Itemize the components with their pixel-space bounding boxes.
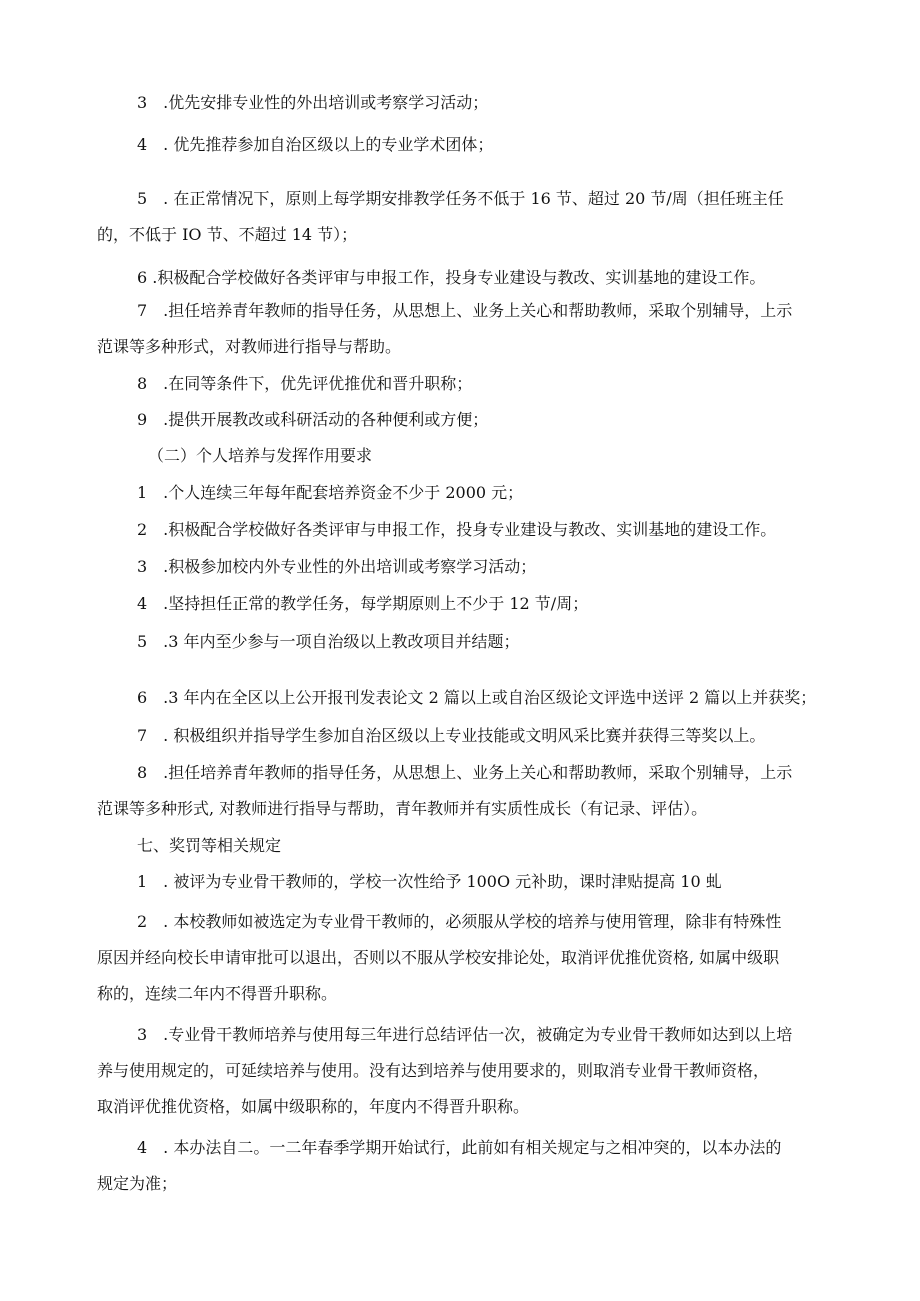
req-6-papers: 6 .3 年内在全区以上公开报刊发表论文 2 篇以上或自治区级论文评选中送评 2 篇以上并获奖；: [137, 688, 817, 707]
item-7-mentoring-cont: 范课等多种形式，对教师进行指导与帮助。: [97, 337, 402, 356]
item-8-promotion: 8 .在同等条件下，优先评优推优和晋升职称；: [137, 374, 473, 393]
rule-3-evaluation-cont-1: 养与使用规定的，可延续培养与使用。没有达到培养与使用要求的，则取消专业骨干教师资格，: [97, 1061, 770, 1080]
rule-3-evaluation: 3 .专业骨干教师培养与使用每三年进行总结评估一次，被确定为专业骨干教师如达到以上培: [137, 1025, 793, 1044]
rule-2-obligation: 2 . 本校教师如被选定为专业骨干教师的，必须服从学校的培养与使用管理，除非有特殊性: [137, 912, 782, 931]
rule-1-subsidy: 1 . 被评为专业骨干教师的，学校一次性给予 100O 元补助，课时津贴提高 10 虬: [137, 872, 722, 891]
req-4-teaching-load: 4 .坚持担任正常的教学任务，每学期原则上不少于 12 节/周；: [137, 594, 589, 613]
req-1-funding: 1 .个人连续三年每年配套培养资金不少于 2000 元；: [137, 483, 524, 502]
item-9-research-support: 9 .提供开展教改或科研活动的各种便利或方便；: [137, 410, 489, 429]
item-4-academic-group: 4 . 优先推荐参加自治区级以上的专业学术团体；: [137, 135, 494, 154]
section-rewards-heading: 七、奖罚等相关规定: [137, 836, 282, 855]
item-5-teaching-load: 5 . 在正常情况下，原则上每学期安排教学任务不低于 16 节、超过 20 节/周（担任班主任: [137, 189, 784, 208]
req-7-competition: 7 . 积极组织并指导学生参加自治区级以上专业技能或文明风采比赛并获得三等奖以上。: [137, 726, 766, 745]
rule-4-effective-date-cont: 规定为准；: [97, 1174, 178, 1193]
item-7-mentoring: 7 .担任培养青年教师的指导任务，从思想上、业务上关心和帮助教师，采取个别辅导，上示: [137, 301, 793, 320]
rule-4-effective-date: 4 . 本办法自二。一二年春季学期开始试行，此前如有相关规定与之相冲突的，以本办法的: [137, 1138, 782, 1157]
item-3-training: 3 .优先安排专业性的外出培训或考察学习活动；: [137, 93, 489, 112]
req-2-review-work: 2 .积极配合学校做好各类评审与申报工作，投身专业建设与教改、实训基地的建设工作。: [137, 520, 777, 539]
section-personal-requirements-heading: （二）个人培养与发挥作用要求: [148, 446, 373, 465]
req-8-mentoring: 8 .担任培养青年教师的指导任务，从思想上、业务上关心和帮助教师，采取个别辅导，上示: [137, 763, 793, 782]
item-6-review-work: 6 .积极配合学校做好各类评审与申报工作，投身专业建设与教改、实训基地的建设工作。: [137, 268, 766, 287]
req-8-mentoring-cont: 范课等多种形式, 对教师进行指导与帮助，青年教师并有实质性成长（有记录、评估）。: [97, 799, 708, 818]
req-5-project: 5 .3 年内至少参与一项自治级以上教改项目并结题；: [137, 632, 520, 651]
rule-2-obligation-cont-2: 称的，连续二年内不得晋升职称。: [97, 984, 338, 1003]
rule-3-evaluation-cont-2: 取消评优推优资格，如属中级职称的，年度内不得晋升职称。: [97, 1097, 530, 1116]
rule-2-obligation-cont-1: 原因并经向校长申请审批可以退出，否则以不服从学校安排论处，取消评优推优资格, 如属中级职: [97, 948, 780, 967]
item-5-teaching-load-cont: 的，不低于 IO 节、不超过 14 节）；: [97, 225, 358, 244]
req-3-training: 3 .积极参加校内外专业性的外出培训或考察学习活动；: [137, 557, 537, 576]
